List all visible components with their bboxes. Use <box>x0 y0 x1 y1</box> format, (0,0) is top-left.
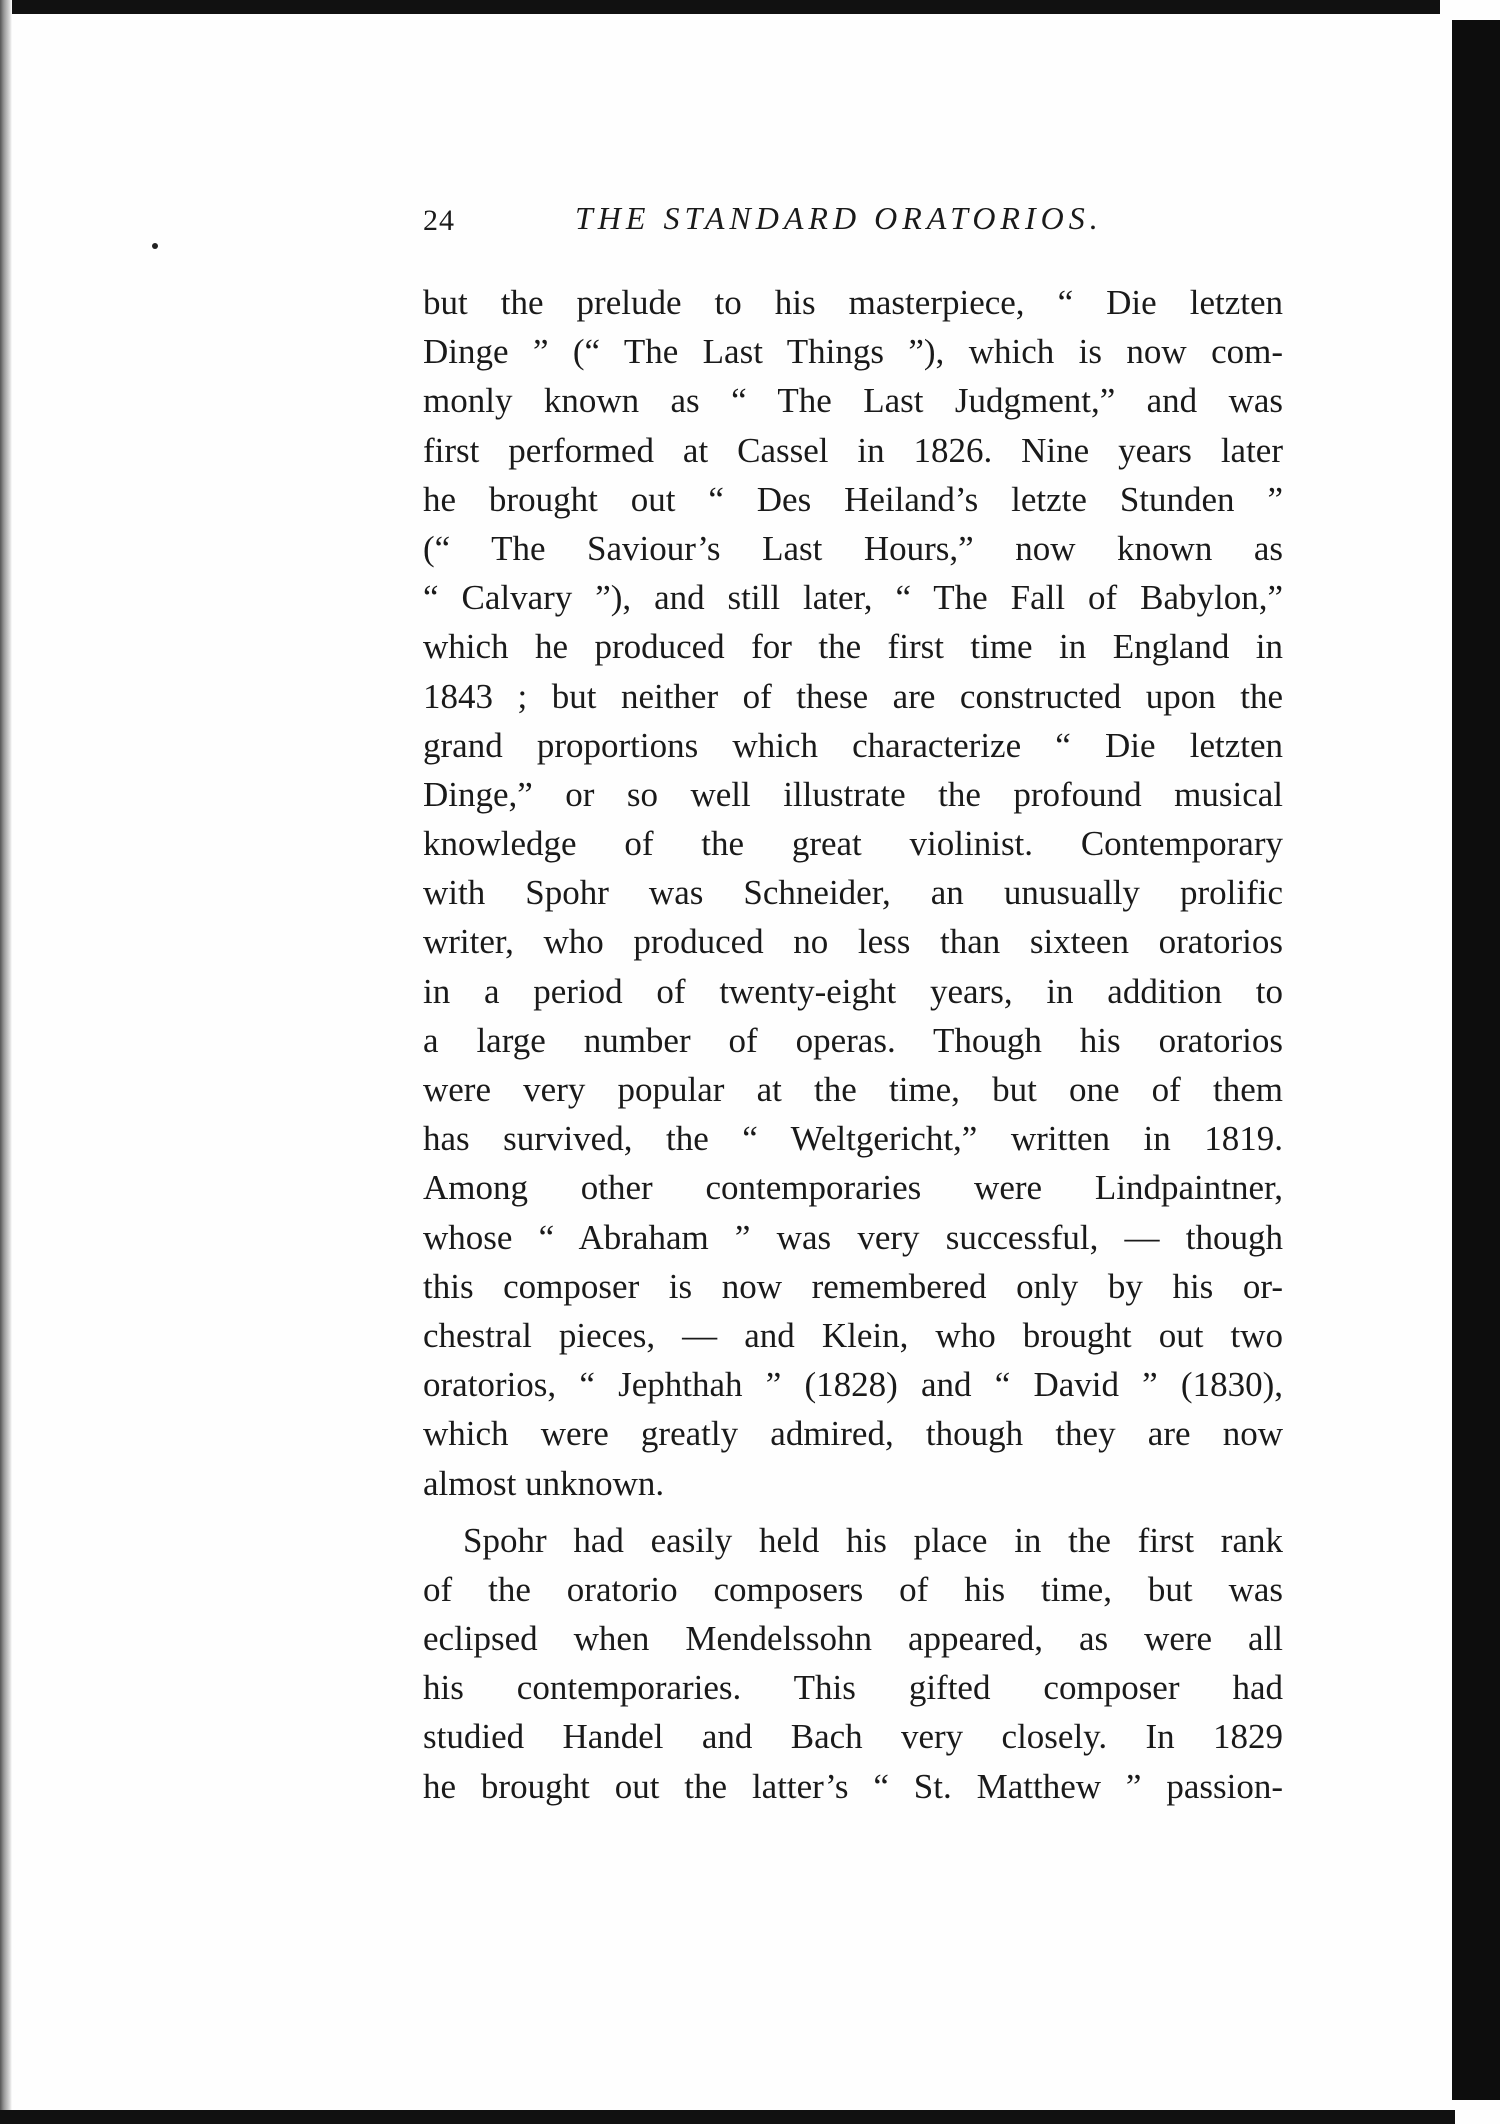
paragraph-1 <box>423 278 1283 1508</box>
text-line: Dinge,” or so well illustrate the profound musical <box>423 774 1283 814</box>
text-line: in a period of twenty-eight years, in addition to <box>423 971 1283 1011</box>
text-line: Spohr had easily held his place in the first rank <box>463 1520 1283 1560</box>
text-line: of the oratorio composers of his time, but was <box>423 1569 1283 1609</box>
text-line: Among other contemporaries were Lindpaintner, <box>423 1168 1283 1208</box>
scan-border-right <box>1452 20 1500 2100</box>
body-text <box>423 278 1283 1811</box>
text-line: a large number of operas. Though his oratorios <box>423 1020 1283 1060</box>
text-line: but the prelude to his masterpiece, “ Die letzten <box>423 283 1283 322</box>
text-line: almost unknown. <box>423 1463 665 1503</box>
text-line: this composer is now remembered only by his or- <box>423 1266 1283 1306</box>
text-line: knowledge of the great violinist. Contemporary <box>423 824 1283 864</box>
text-line: chestral pieces, — and Klein, who brought out two <box>423 1315 1283 1355</box>
text-line: which were greatly admired, though they are now <box>423 1414 1283 1454</box>
text-line: which he produced for the first time in England in <box>423 627 1283 667</box>
text-line: monly known as “ The Last Judgment,” and was <box>423 381 1283 421</box>
text-line: (“ The Saviour’s Last Hours,” now known as <box>423 528 1283 568</box>
text-line: with Spohr was Schneider, an unusually prolific <box>423 873 1283 913</box>
text-line: grand proportions which characterize “ Die letzten <box>423 725 1283 765</box>
paragraph-2 <box>423 1516 1283 1811</box>
text-line: first performed at Cassel in 1826. Nine years later <box>423 430 1283 470</box>
text-line: “ Calvary ”), and still later, “ The Fall of Babylon,” <box>423 578 1283 618</box>
scan-border-left <box>0 0 12 2124</box>
text-line: Dinge ” (“ The Last Things ”), which is now com- <box>423 332 1283 372</box>
text-line: has survived, the “ Weltgericht,” written in 1819. <box>423 1119 1283 1159</box>
text-line: whose “ Abraham ” was very successful, — though <box>423 1217 1283 1257</box>
scan-speck <box>152 243 158 249</box>
text-line: 1843 ; but neither of these are constructed upon the <box>423 676 1283 716</box>
scan-border-bottom <box>0 2110 1455 2124</box>
text-line: he brought out “ Des Heiland’s letzte Stunden ” <box>423 479 1283 519</box>
text-line: his contemporaries. This gifted composer had <box>423 1668 1283 1708</box>
text-line: writer, who produced no less than sixteen oratorios <box>423 922 1283 962</box>
scan-border-top <box>0 0 1440 14</box>
text-line: oratorios, “ Jephthah ” (1828) and “ David ” (1830), <box>423 1365 1283 1405</box>
page-number: 24 <box>423 204 455 237</box>
running-title: THE STANDARD ORATORIOS. <box>575 200 1103 236</box>
running-head <box>423 200 1283 250</box>
paragraph-gap <box>423 1508 1283 1516</box>
text-line: eclipsed when Mendelssohn appeared, as were all <box>423 1619 1283 1659</box>
text-line: studied Handel and Bach very closely. In 1829 <box>423 1717 1283 1757</box>
text-line: he brought out the latter’s “ St. Matthew ” passion- <box>423 1766 1283 1806</box>
text-line: were very popular at the time, but one of them <box>423 1070 1283 1109</box>
